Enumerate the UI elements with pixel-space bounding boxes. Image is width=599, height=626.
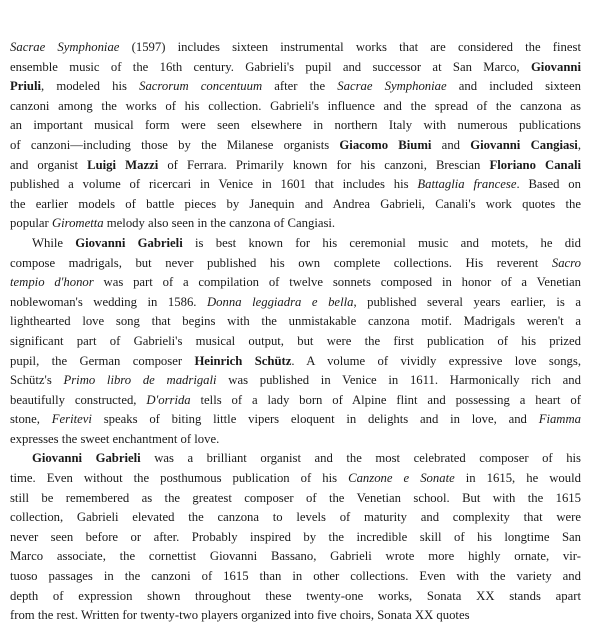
text-line: While Giovanni Gabrieli is best known for his ceremonial music and motets, he did	[32, 235, 581, 250]
text-line: Giovanni Gabrieli was a brilliant organist and the most celebrated composer of his	[32, 451, 581, 466]
text-line: and organist Luigi Mazzi of Ferrara. Primarily known for his canzoni, Brescian Floriano Canali	[10, 157, 581, 172]
text-line: pupil, the German composer Heinrich Schütz. A volume of vividly expressive love songs,	[10, 353, 581, 368]
text-line: from the rest. Written for twenty-two players organized into five choirs, Sonata XX quotes	[10, 608, 470, 623]
text-line: significant part of Gabrieli's musical output, but were the first publication of his prized	[10, 333, 581, 348]
text-line: expresses the sweet enchantment of love.	[10, 431, 220, 446]
text-line: popular Girometta melody also seen in the canzona of Cangiasi.	[10, 216, 336, 231]
paragraph	[10, 234, 581, 450]
text-line: of canzoni—including those by the Milanese organists Giacomo Biumi and Giovanni Cangiasi,	[10, 137, 581, 152]
text-line: ensemble music of the 16th century. Gabrieli's pupil and successor at San Marco, Giovanni	[10, 59, 581, 74]
text-line: Sacrae Symphoniae (1597) includes sixteen instrumental works that are considered the finest	[10, 40, 581, 54]
text-line: the earlier models of battle pieces by Janequin and Andrea Gabrieli, Canali's work quotes the	[10, 196, 581, 211]
text-line: still be remembered as the greatest composer of the Venetian school. But with the 1615	[10, 490, 581, 505]
text-line: an important musical form were seen elsewhere in northern Italy with numerous publications	[10, 118, 581, 133]
body-text	[10, 38, 581, 626]
text-line: Schütz's Primo libro de madrigali was published in Venice in 1611. Harmonically rich and	[10, 373, 581, 388]
text-line: never seen before or after. Probably inspired by the incredible skill of his longtime San	[10, 529, 581, 544]
text-line: published a volume of ricercari in Venice in 1601 that includes his Battaglia francese. Based on	[10, 177, 581, 192]
text-line: beautifully constructed, D'orrida tells of a lady born of Alpine flint and possessing a heart of	[10, 392, 581, 407]
text-line: collection, Gabrieli elevated the canzona to levels of maturity and complexity that were	[10, 510, 581, 525]
text-line: stone, Feritevi speaks of biting little vipers eloquent in delights and in love, and Fiamma	[10, 412, 581, 427]
text-line: tuoso passages in the canzoni of 1615 than in other collections. Even with the variety and	[10, 569, 581, 584]
text-line: canzoni among the works of his collection. Gabrieli's influence and the spread of the canzona as	[10, 98, 581, 113]
text-line: tempio d'honor was part of a compilation of twelve sonnets composed in honor of a Venetian	[10, 275, 582, 290]
text-line: Marco associate, the cornettist Giovanni Bassano, Gabrieli wrote more highly ornate, vir-	[10, 549, 581, 564]
text-line: noblewoman's wedding in 1586. Donna leggiadra e bella, published several years earlier, is a	[10, 294, 581, 309]
text-line: lighthearted love song that begins with the unmistakable canzona motif. Madrigals weren't a	[10, 314, 581, 329]
text-line: compose madrigals, but never published his own complete collections. His reverent Sacro	[10, 255, 581, 270]
paragraph	[10, 38, 581, 234]
paragraph	[10, 449, 581, 625]
text-line: time. Even without the posthumous publication of his Canzone e Sonate in 1615, he would	[10, 471, 581, 486]
text-line: Priuli, modeled his Sacrorum concentuum after the Sacrae Symphoniae and included sixteen	[10, 79, 582, 94]
text-line: depth of expression shown throughout these twenty-one works, Sonata XX stands apart	[10, 588, 581, 603]
